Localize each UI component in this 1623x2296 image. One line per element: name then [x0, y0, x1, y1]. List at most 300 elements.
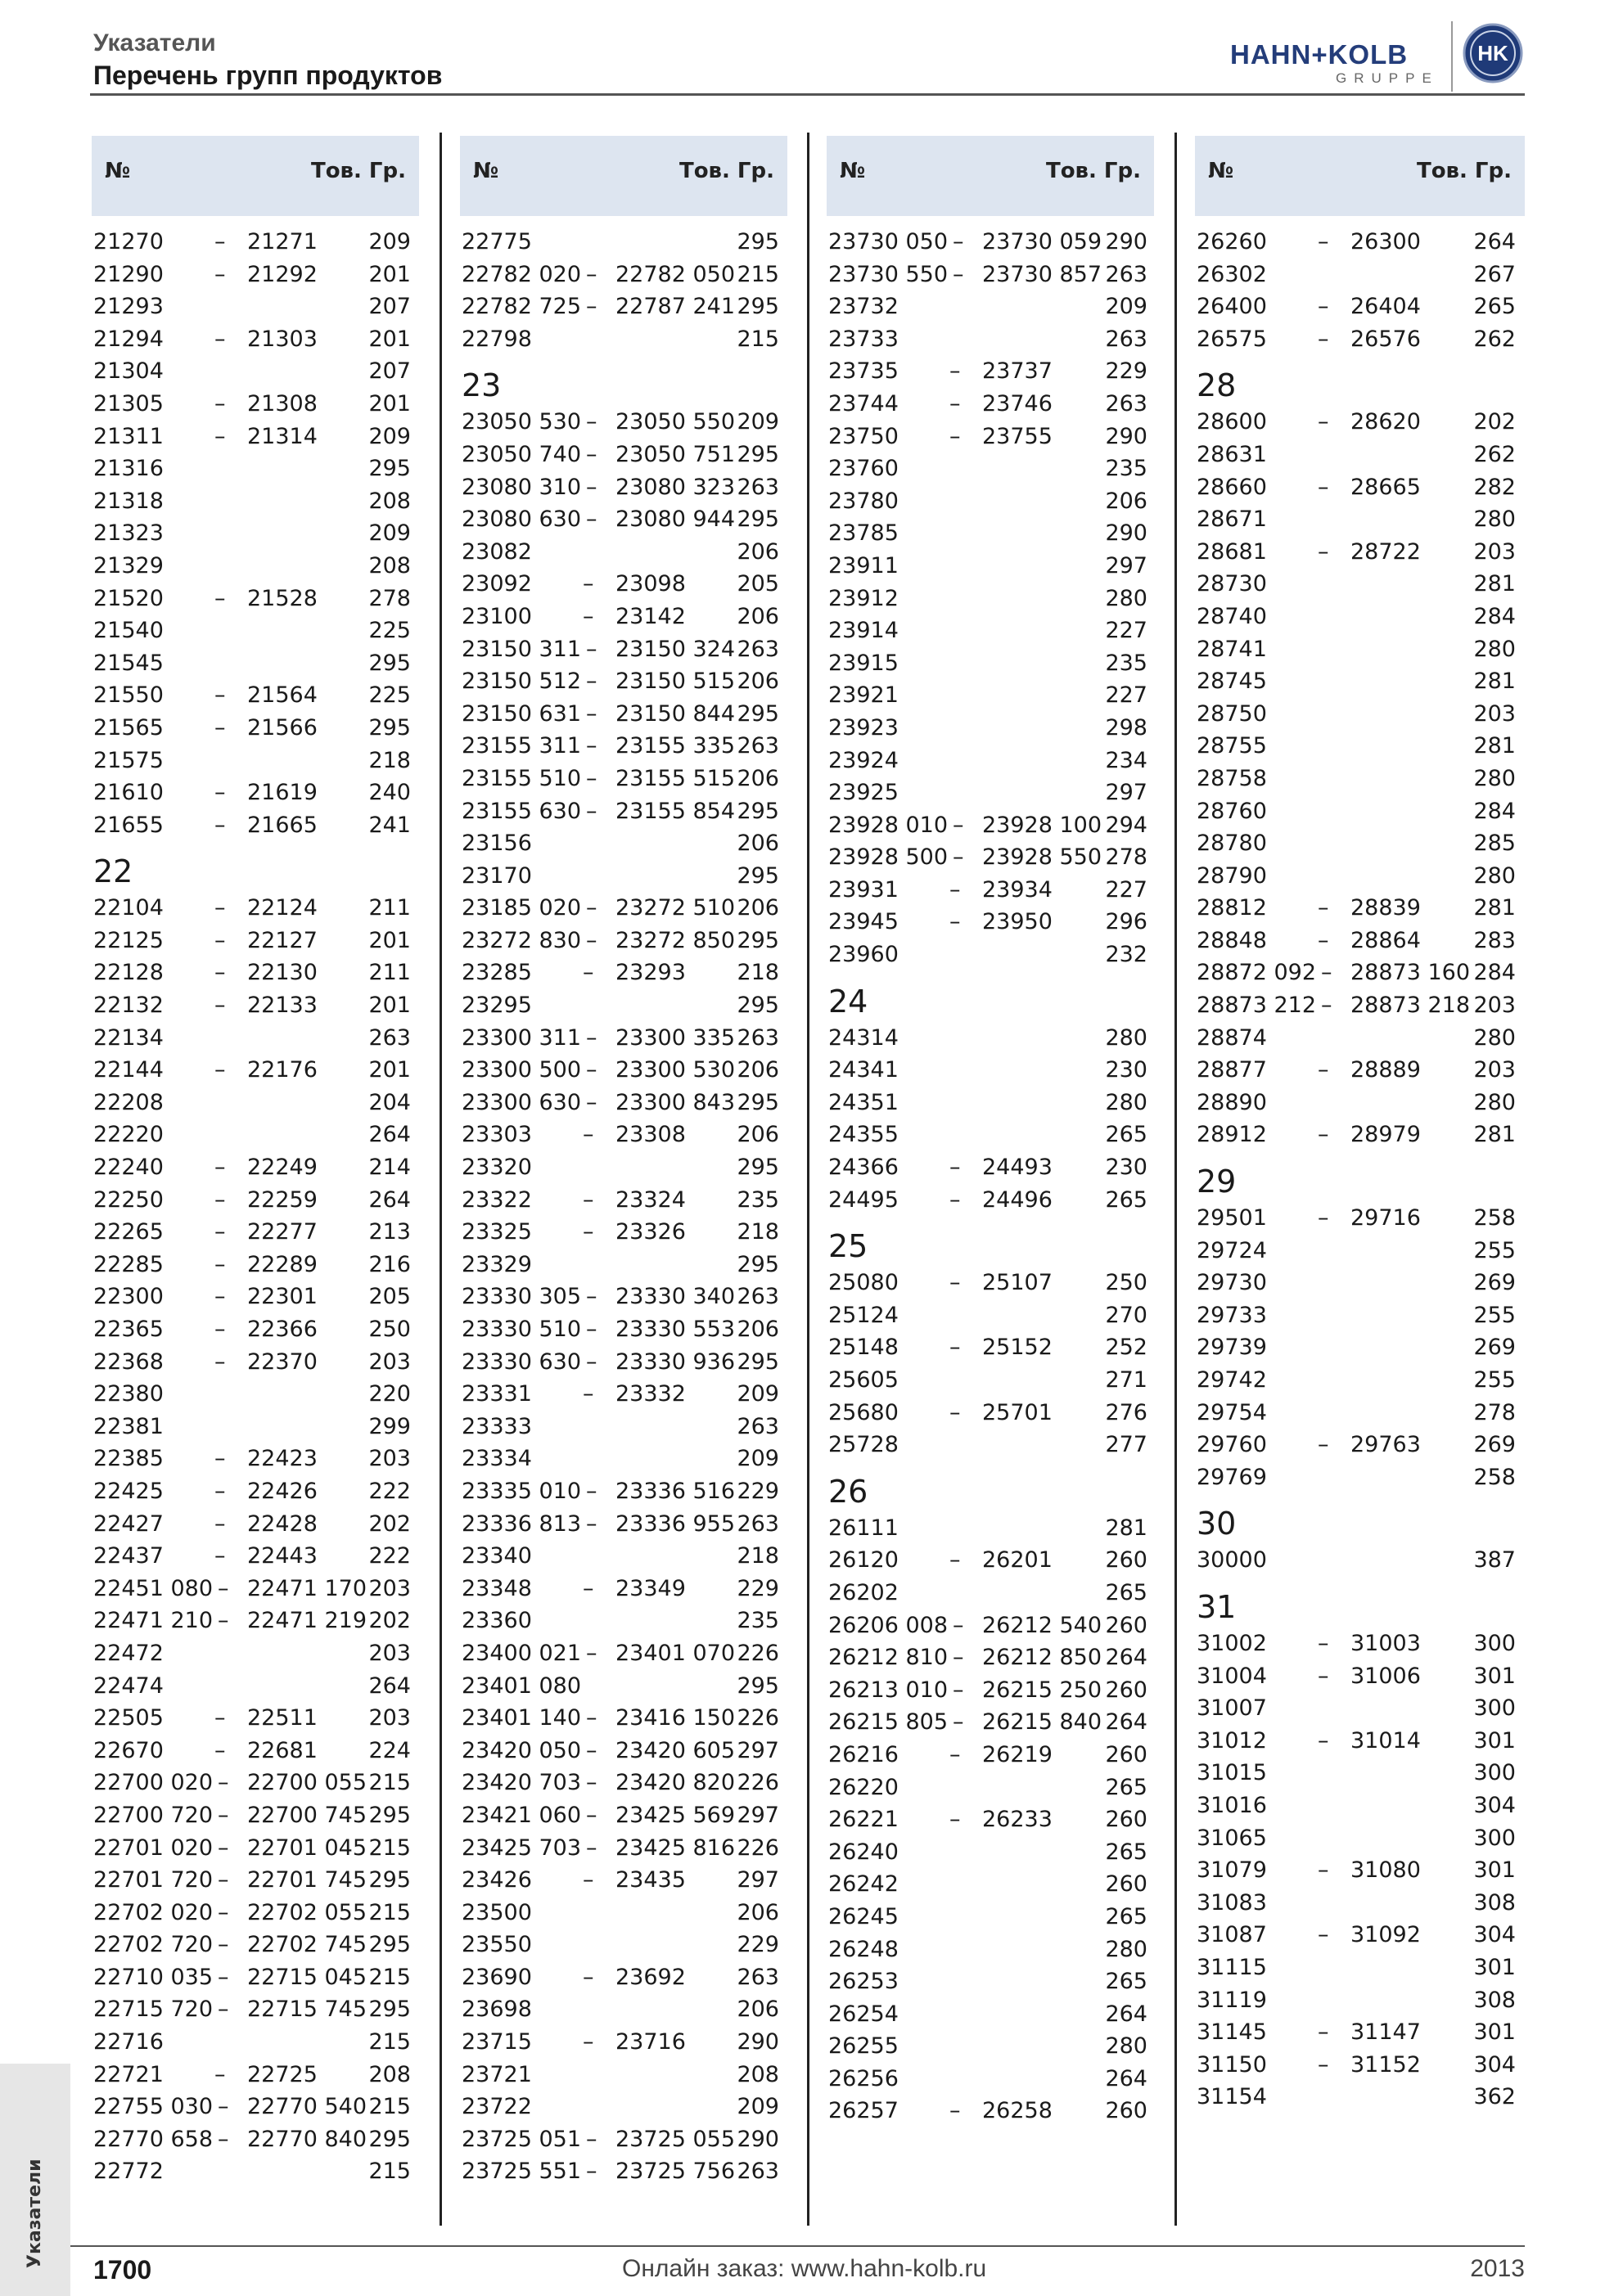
product-group[interactable]: 281: [1473, 571, 1516, 597]
product-group[interactable]: 201: [368, 927, 411, 953]
product-group[interactable]: 270: [1105, 1302, 1147, 1328]
product-group[interactable]: 201: [368, 1057, 411, 1083]
product-group[interactable]: 215: [368, 1770, 411, 1796]
product-group[interactable]: 262: [1473, 326, 1516, 352]
index-row: [462, 989, 779, 1022]
range-dash: –: [214, 895, 226, 921]
product-group[interactable]: 202: [1473, 409, 1516, 435]
product-group[interactable]: 297: [1105, 552, 1147, 579]
product-group[interactable]: 285: [1473, 831, 1516, 857]
product-group[interactable]: 209: [368, 229, 411, 254]
product-group[interactable]: 295: [737, 1155, 779, 1181]
index-row: [462, 730, 779, 763]
product-group[interactable]: 203: [1473, 700, 1516, 727]
product-group[interactable]: 265: [1105, 1839, 1147, 1865]
index-row: [93, 1993, 411, 2026]
product-group[interactable]: 203: [1473, 1057, 1516, 1083]
side-tab[interactable]: [0, 2064, 70, 2296]
product-group[interactable]: 205: [368, 1284, 411, 1310]
product-group[interactable]: 209: [1105, 294, 1147, 320]
number-to: 25107: [982, 1270, 1053, 1296]
product-group[interactable]: 203: [1473, 538, 1516, 565]
product-group[interactable]: 300: [1473, 1825, 1516, 1851]
product-group[interactable]: 260: [1105, 1741, 1147, 1767]
product-group[interactable]: 290: [1105, 520, 1147, 547]
product-group[interactable]: 297: [737, 1737, 779, 1763]
number-from: 23735: [828, 358, 899, 385]
product-group[interactable]: 206: [737, 669, 779, 695]
number-from: 31087: [1197, 1922, 1267, 1948]
product-group[interactable]: 295: [368, 1867, 411, 1893]
number-from: 28750: [1197, 700, 1267, 727]
product-group[interactable]: 304: [1473, 1792, 1516, 1818]
product-group[interactable]: 263: [737, 1024, 779, 1051]
number-from: 23150 512: [462, 669, 582, 695]
product-group[interactable]: 271: [1105, 1367, 1147, 1393]
product-group[interactable]: 308: [1473, 1889, 1516, 1916]
product-group[interactable]: 295: [368, 1802, 411, 1828]
column-header-number: №: [840, 159, 866, 183]
product-group[interactable]: 201: [368, 326, 411, 352]
number-to: 23725 055: [615, 2126, 736, 2152]
index-row: [1197, 1267, 1516, 1299]
index-row: [462, 1411, 779, 1443]
product-group[interactable]: 300: [1473, 1695, 1516, 1722]
product-group[interactable]: 297: [737, 1802, 779, 1828]
range-dash: –: [949, 2098, 961, 2124]
product-group[interactable]: 224: [368, 1737, 411, 1763]
product-group[interactable]: 215: [368, 1835, 411, 1861]
product-group[interactable]: 227: [1105, 682, 1147, 709]
product-group[interactable]: 263: [737, 1413, 779, 1439]
product-group[interactable]: 258: [1473, 1205, 1516, 1231]
product-group[interactable]: 206: [737, 895, 779, 921]
product-group[interactable]: 263: [737, 2159, 779, 2185]
product-group[interactable]: 282: [1473, 474, 1516, 500]
product-group[interactable]: 203: [368, 1446, 411, 1472]
product-group[interactable]: 215: [368, 1964, 411, 1990]
product-group[interactable]: 265: [1473, 294, 1516, 320]
product-group[interactable]: 227: [1105, 876, 1147, 903]
product-group[interactable]: 281: [1473, 733, 1516, 759]
product-group[interactable]: 218: [737, 1543, 779, 1569]
number-from: 23722: [462, 2094, 532, 2120]
product-group[interactable]: 295: [368, 456, 411, 482]
product-group[interactable]: 264: [368, 1122, 411, 1148]
product-group[interactable]: 300: [1473, 1630, 1516, 1656]
index-row: [828, 1868, 1147, 1901]
product-group[interactable]: 205: [737, 571, 779, 597]
product-group[interactable]: 214: [368, 1155, 411, 1181]
product-group[interactable]: 206: [737, 1317, 779, 1342]
product-group[interactable]: 263: [1105, 261, 1147, 287]
product-group[interactable]: 208: [368, 488, 411, 514]
product-group[interactable]: 209: [737, 1446, 779, 1472]
product-group[interactable]: 235: [737, 1608, 779, 1634]
product-group[interactable]: 229: [737, 1932, 779, 1958]
number-from: 28600: [1197, 409, 1267, 435]
product-group[interactable]: 295: [737, 1089, 779, 1115]
product-group[interactable]: 230: [1105, 1155, 1147, 1181]
product-group[interactable]: 263: [737, 1510, 779, 1537]
product-group[interactable]: 260: [1105, 1547, 1147, 1573]
product-group[interactable]: 267: [1473, 261, 1516, 287]
product-group[interactable]: 229: [737, 1478, 779, 1504]
number-to: 23050 751: [615, 441, 736, 467]
number-from: 23185 020: [462, 895, 582, 921]
product-group[interactable]: 280: [1105, 2033, 1147, 2060]
section-heading-label: 24: [828, 983, 868, 1020]
number-from: 23336 813: [462, 1510, 582, 1537]
product-group[interactable]: 215: [368, 1899, 411, 1925]
product-group[interactable]: 227: [1105, 618, 1147, 644]
product-group[interactable]: 226: [737, 1770, 779, 1796]
product-group[interactable]: 264: [1473, 229, 1516, 254]
product-group[interactable]: 295: [737, 993, 779, 1019]
product-group[interactable]: 208: [368, 552, 411, 579]
product-group[interactable]: 263: [737, 1284, 779, 1310]
number-to: 23155 854: [615, 798, 736, 824]
product-group[interactable]: 301: [1473, 1663, 1516, 1689]
number-from: 31119: [1197, 1987, 1267, 2013]
product-group[interactable]: 229: [1105, 358, 1147, 385]
product-group[interactable]: 265: [1105, 1186, 1147, 1213]
product-group[interactable]: 301: [1473, 1954, 1516, 1980]
index-row: [1197, 1022, 1516, 1055]
product-group[interactable]: 215: [368, 2029, 411, 2055]
product-group[interactable]: 260: [1105, 1612, 1147, 1638]
product-group[interactable]: 263: [737, 474, 779, 500]
number-to: 22770 540: [247, 2094, 367, 2120]
product-group[interactable]: 362: [1473, 2084, 1516, 2110]
product-group[interactable]: 264: [368, 1186, 411, 1213]
number-from: 23401 140: [462, 1705, 582, 1731]
product-group[interactable]: 263: [1105, 390, 1147, 416]
product-group[interactable]: 295: [737, 229, 779, 254]
product-group[interactable]: 208: [368, 2061, 411, 2087]
product-group[interactable]: 264: [1105, 1709, 1147, 1736]
product-group[interactable]: 280: [1105, 585, 1147, 611]
product-group[interactable]: 209: [737, 2094, 779, 2120]
product-group[interactable]: 264: [1105, 2001, 1147, 2027]
product-group[interactable]: 278: [1105, 844, 1147, 871]
index-row: [93, 1702, 411, 1735]
product-group[interactable]: 206: [737, 1997, 779, 2023]
number-from: 23426: [462, 1867, 532, 1893]
product-group[interactable]: 280: [1105, 1936, 1147, 1962]
product-group[interactable]: 297: [1105, 780, 1147, 806]
number-from: 28671: [1197, 506, 1267, 533]
product-group[interactable]: 222: [368, 1478, 411, 1504]
number-to: 23300 530: [615, 1057, 736, 1083]
product-group[interactable]: 295: [737, 798, 779, 824]
index-row: [828, 647, 1147, 680]
product-group[interactable]: 211: [368, 895, 411, 921]
product-group[interactable]: 262: [1473, 441, 1516, 467]
product-group[interactable]: 207: [368, 294, 411, 320]
product-group[interactable]: 206: [737, 538, 779, 565]
range-dash: –: [214, 1219, 226, 1245]
product-group[interactable]: 265: [1105, 1122, 1147, 1148]
product-group[interactable]: 284: [1473, 603, 1516, 629]
product-group[interactable]: 241: [368, 812, 411, 838]
number-to: 23150 324: [615, 636, 736, 662]
number-from: 22701 720: [93, 1867, 214, 1893]
number-from: 23170: [462, 862, 532, 889]
product-group[interactable]: 294: [1105, 812, 1147, 838]
index-row: [1197, 290, 1516, 323]
product-group[interactable]: 280: [1473, 1024, 1516, 1051]
product-group[interactable]: 207: [368, 358, 411, 385]
product-group[interactable]: 250: [1105, 1270, 1147, 1296]
number-to: 22471 219: [247, 1608, 367, 1634]
product-group[interactable]: 206: [737, 603, 779, 629]
product-group[interactable]: 277: [1105, 1432, 1147, 1458]
product-group[interactable]: 295: [368, 2126, 411, 2152]
product-group[interactable]: 290: [1105, 423, 1147, 449]
product-group[interactable]: 304: [1473, 1922, 1516, 1948]
product-group[interactable]: 301: [1473, 1727, 1516, 1754]
range-dash: –: [1318, 294, 1329, 320]
product-group[interactable]: 203: [368, 1575, 411, 1601]
product-group[interactable]: 201: [368, 390, 411, 416]
product-group[interactable]: 255: [1473, 1302, 1516, 1328]
product-group[interactable]: 206: [737, 1057, 779, 1083]
product-group[interactable]: 301: [1473, 1857, 1516, 1884]
product-group[interactable]: 235: [737, 1186, 779, 1213]
index-row: [828, 1267, 1147, 1299]
product-group[interactable]: 215: [737, 261, 779, 287]
product-group[interactable]: 226: [737, 1705, 779, 1731]
range-dash: –: [949, 876, 961, 903]
product-group[interactable]: 269: [1473, 1432, 1516, 1458]
product-group[interactable]: 203: [368, 1705, 411, 1731]
product-group[interactable]: 218: [737, 1219, 779, 1245]
product-group[interactable]: 284: [1473, 798, 1516, 824]
product-group[interactable]: 280: [1105, 1024, 1147, 1051]
product-group[interactable]: 304: [1473, 2051, 1516, 2078]
product-group[interactable]: 235: [1105, 456, 1147, 482]
range-dash: –: [586, 1057, 597, 1083]
product-group[interactable]: 260: [1105, 1807, 1147, 1833]
index-row: [1197, 503, 1516, 536]
product-group[interactable]: 295: [368, 714, 411, 741]
product-group[interactable]: 209: [368, 520, 411, 547]
footer-year: 2013: [1470, 2255, 1525, 2282]
product-group[interactable]: 255: [1473, 1367, 1516, 1393]
product-group[interactable]: 204: [368, 1089, 411, 1115]
product-group[interactable]: 265: [1105, 1969, 1147, 1995]
index-row: [1197, 1660, 1516, 1693]
index-row: [93, 2026, 411, 2059]
product-group[interactable]: 213: [368, 1219, 411, 1245]
product-group[interactable]: 295: [368, 650, 411, 676]
product-group[interactable]: 263: [737, 733, 779, 759]
product-group[interactable]: 295: [368, 1932, 411, 1958]
product-group[interactable]: 202: [368, 1608, 411, 1634]
product-group[interactable]: 206: [737, 765, 779, 791]
product-group[interactable]: 252: [1105, 1335, 1147, 1361]
product-group[interactable]: 260: [1105, 1677, 1147, 1703]
index-row: [1197, 1692, 1516, 1725]
product-group[interactable]: 280: [1473, 636, 1516, 662]
product-group[interactable]: 225: [368, 618, 411, 644]
product-group[interactable]: 206: [737, 1122, 779, 1148]
index-row: [93, 1249, 411, 1281]
product-group[interactable]: 295: [737, 294, 779, 320]
product-group[interactable]: 280: [1473, 765, 1516, 791]
product-group[interactable]: 295: [737, 506, 779, 533]
product-group[interactable]: 226: [737, 1640, 779, 1666]
product-group[interactable]: 255: [1473, 1237, 1516, 1263]
number-to: 26201: [982, 1547, 1053, 1573]
product-group[interactable]: 295: [737, 441, 779, 467]
number-from: 29742: [1197, 1367, 1267, 1393]
number-from: 25605: [828, 1367, 899, 1393]
product-group[interactable]: 229: [737, 1575, 779, 1601]
product-group[interactable]: 280: [1473, 862, 1516, 889]
product-group[interactable]: 263: [1105, 326, 1147, 352]
product-group[interactable]: 308: [1473, 1987, 1516, 2013]
product-group[interactable]: 206: [1105, 488, 1147, 514]
product-group[interactable]: 215: [368, 2159, 411, 2185]
product-group[interactable]: 240: [368, 780, 411, 806]
product-group[interactable]: 269: [1473, 1335, 1516, 1361]
product-group[interactable]: 298: [1105, 714, 1147, 741]
product-group[interactable]: 263: [737, 636, 779, 662]
product-group[interactable]: 220: [368, 1381, 411, 1407]
number-from: 22670: [93, 1737, 164, 1763]
index-row: [93, 550, 411, 583]
number-to: 28873 160: [1350, 960, 1471, 986]
product-group[interactable]: 265: [1105, 1579, 1147, 1605]
product-group[interactable]: 250: [368, 1317, 411, 1342]
product-group[interactable]: 203: [368, 1640, 411, 1666]
product-group[interactable]: 209: [737, 409, 779, 435]
product-group[interactable]: 226: [737, 1835, 779, 1861]
product-group[interactable]: 218: [737, 960, 779, 986]
footer-order-link[interactable]: Онлайн заказ: www.hahn-kolb.ru: [622, 2255, 987, 2282]
product-group[interactable]: 276: [1105, 1399, 1147, 1425]
product-group[interactable]: 203: [368, 1348, 411, 1375]
product-group[interactable]: 258: [1473, 1464, 1516, 1490]
number-from: 23750: [828, 423, 899, 449]
number-from: 26253: [828, 1969, 899, 1995]
product-group[interactable]: 265: [1105, 1774, 1147, 1800]
product-group[interactable]: 284: [1473, 960, 1516, 986]
number-from: 23730 550: [828, 261, 949, 287]
product-group[interactable]: 297: [737, 1867, 779, 1893]
product-group[interactable]: 290: [1105, 229, 1147, 254]
index-row: [828, 1965, 1147, 1998]
product-group[interactable]: 295: [737, 862, 779, 889]
product-group[interactable]: 295: [737, 1251, 779, 1277]
product-group[interactable]: 295: [368, 1997, 411, 2023]
product-group[interactable]: 281: [1473, 669, 1516, 695]
number-from: 21270: [93, 229, 164, 254]
product-group[interactable]: 264: [368, 1672, 411, 1699]
product-group[interactable]: 260: [1105, 1871, 1147, 1898]
product-group[interactable]: 281: [1105, 1515, 1147, 1541]
product-group[interactable]: 232: [1105, 942, 1147, 968]
number-from: 23082: [462, 538, 532, 565]
index-row: [828, 355, 1147, 388]
product-group[interactable]: 269: [1473, 1270, 1516, 1296]
product-group[interactable]: 208: [737, 2061, 779, 2087]
index-row: [1197, 1919, 1516, 1952]
product-group[interactable]: 215: [368, 2094, 411, 2120]
number-from: 23911: [828, 552, 899, 579]
product-group[interactable]: 295: [737, 1672, 779, 1699]
product-group[interactable]: 263: [368, 1024, 411, 1051]
index-row: [462, 1929, 779, 1961]
product-group[interactable]: 235: [1105, 650, 1147, 676]
range-dash: –: [218, 1802, 229, 1828]
product-group[interactable]: 280: [1105, 1089, 1147, 1115]
product-group[interactable]: 281: [1473, 1122, 1516, 1148]
product-group[interactable]: 264: [1105, 1645, 1147, 1671]
product-group[interactable]: 278: [368, 585, 411, 611]
product-group[interactable]: 295: [737, 927, 779, 953]
product-group[interactable]: 278: [1473, 1399, 1516, 1425]
product-group[interactable]: 209: [737, 1381, 779, 1407]
product-group[interactable]: 230: [1105, 1057, 1147, 1083]
product-group[interactable]: 225: [368, 682, 411, 709]
product-group[interactable]: 296: [1105, 909, 1147, 935]
product-group[interactable]: 301: [1473, 2019, 1516, 2046]
product-group[interactable]: 206: [737, 1899, 779, 1925]
column-divider: [1174, 133, 1177, 2226]
product-group[interactable]: 206: [737, 831, 779, 857]
product-group[interactable]: 211: [368, 960, 411, 986]
number-to: 24493: [982, 1155, 1053, 1181]
product-group[interactable]: 218: [368, 747, 411, 773]
product-group[interactable]: 260: [1105, 2098, 1147, 2124]
product-group[interactable]: 280: [1473, 1089, 1516, 1115]
number-from: 22715 720: [93, 1997, 214, 2023]
product-group[interactable]: 387: [1473, 1547, 1516, 1573]
product-group[interactable]: 295: [737, 700, 779, 727]
product-group[interactable]: 209: [368, 423, 411, 449]
product-group[interactable]: 263: [737, 1964, 779, 1990]
number-to: 28665: [1350, 474, 1421, 500]
product-group[interactable]: 216: [368, 1251, 411, 1277]
index-row: [93, 1087, 411, 1119]
product-group[interactable]: 280: [1473, 506, 1516, 533]
index-row: [828, 2063, 1147, 2096]
product-group[interactable]: 264: [1105, 2065, 1147, 2091]
number-to: 23293: [615, 960, 686, 986]
product-group[interactable]: 202: [368, 1510, 411, 1537]
product-group[interactable]: 299: [368, 1413, 411, 1439]
product-group[interactable]: 290: [737, 2029, 779, 2055]
product-group[interactable]: 265: [1105, 1903, 1147, 1929]
product-group[interactable]: 201: [368, 261, 411, 287]
product-group[interactable]: 281: [1473, 895, 1516, 921]
number-from: 26220: [828, 1774, 899, 1800]
product-group[interactable]: 201: [368, 993, 411, 1019]
product-group[interactable]: 300: [1473, 1760, 1516, 1786]
product-group[interactable]: 203: [1473, 993, 1516, 1019]
range-dash: –: [214, 261, 226, 287]
product-group[interactable]: 283: [1473, 927, 1516, 953]
product-group[interactable]: 222: [368, 1543, 411, 1569]
product-group[interactable]: 215: [737, 326, 779, 352]
product-group[interactable]: 295: [737, 1348, 779, 1375]
product-group[interactable]: 290: [737, 2126, 779, 2152]
number-from: 28872 092: [1197, 960, 1317, 986]
product-group[interactable]: 234: [1105, 747, 1147, 773]
